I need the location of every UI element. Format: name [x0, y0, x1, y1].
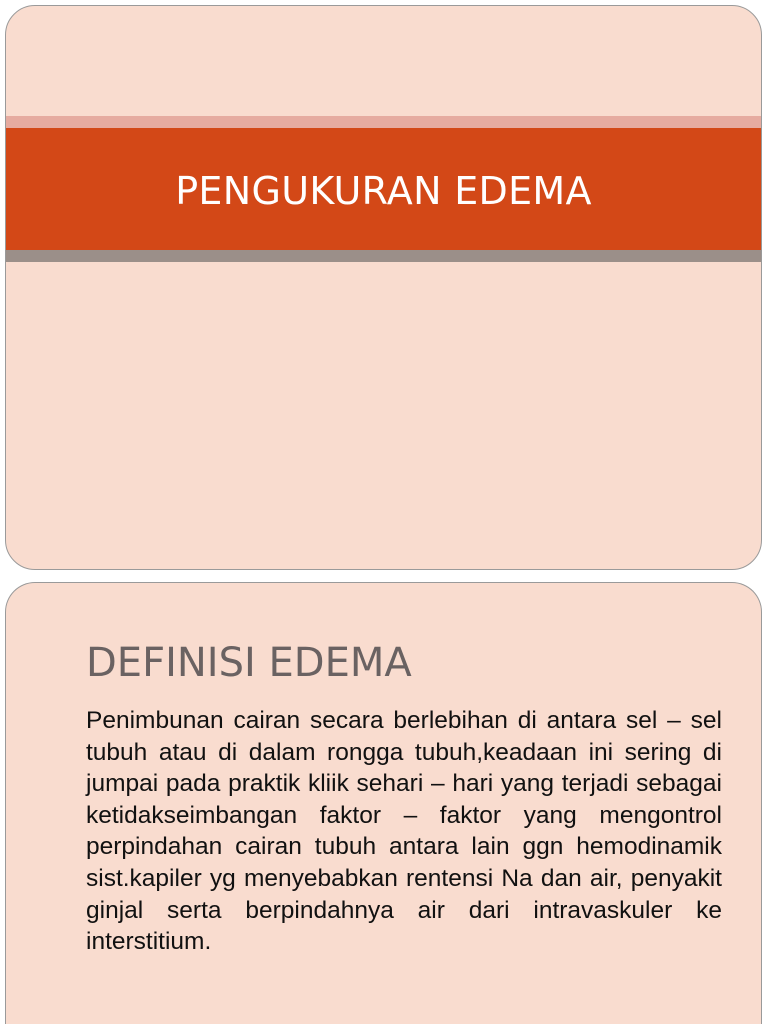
slide-title-text: PENGUKURAN EDEMA [175, 169, 592, 213]
title-band [6, 128, 761, 250]
slide-definition [5, 582, 762, 1024]
title-band-top-stripe [6, 116, 761, 128]
title-band-bottom-stripe [6, 250, 761, 262]
slide-title [5, 5, 762, 570]
slide-body-text: Penimbunan cairan secara berlebihan di antara sel – sel tubuh atau di dalam rongga tubuh,keadaan ini sering di jumpai pada praktik kliik sehari – hari yang terjadi sebagai ketidakseimbangan faktor – faktor yang mengontrol perpindahan cairan tubuh antara lain ggn hemodinamik sist.kapiler yg menyebabkan rentensi Na dan air, penyakit ginjal serta berpindahnya air dari intravaskuler ke interstitium. [86, 707, 722, 956]
slide-heading: DEFINISI EDEMA [86, 640, 412, 686]
